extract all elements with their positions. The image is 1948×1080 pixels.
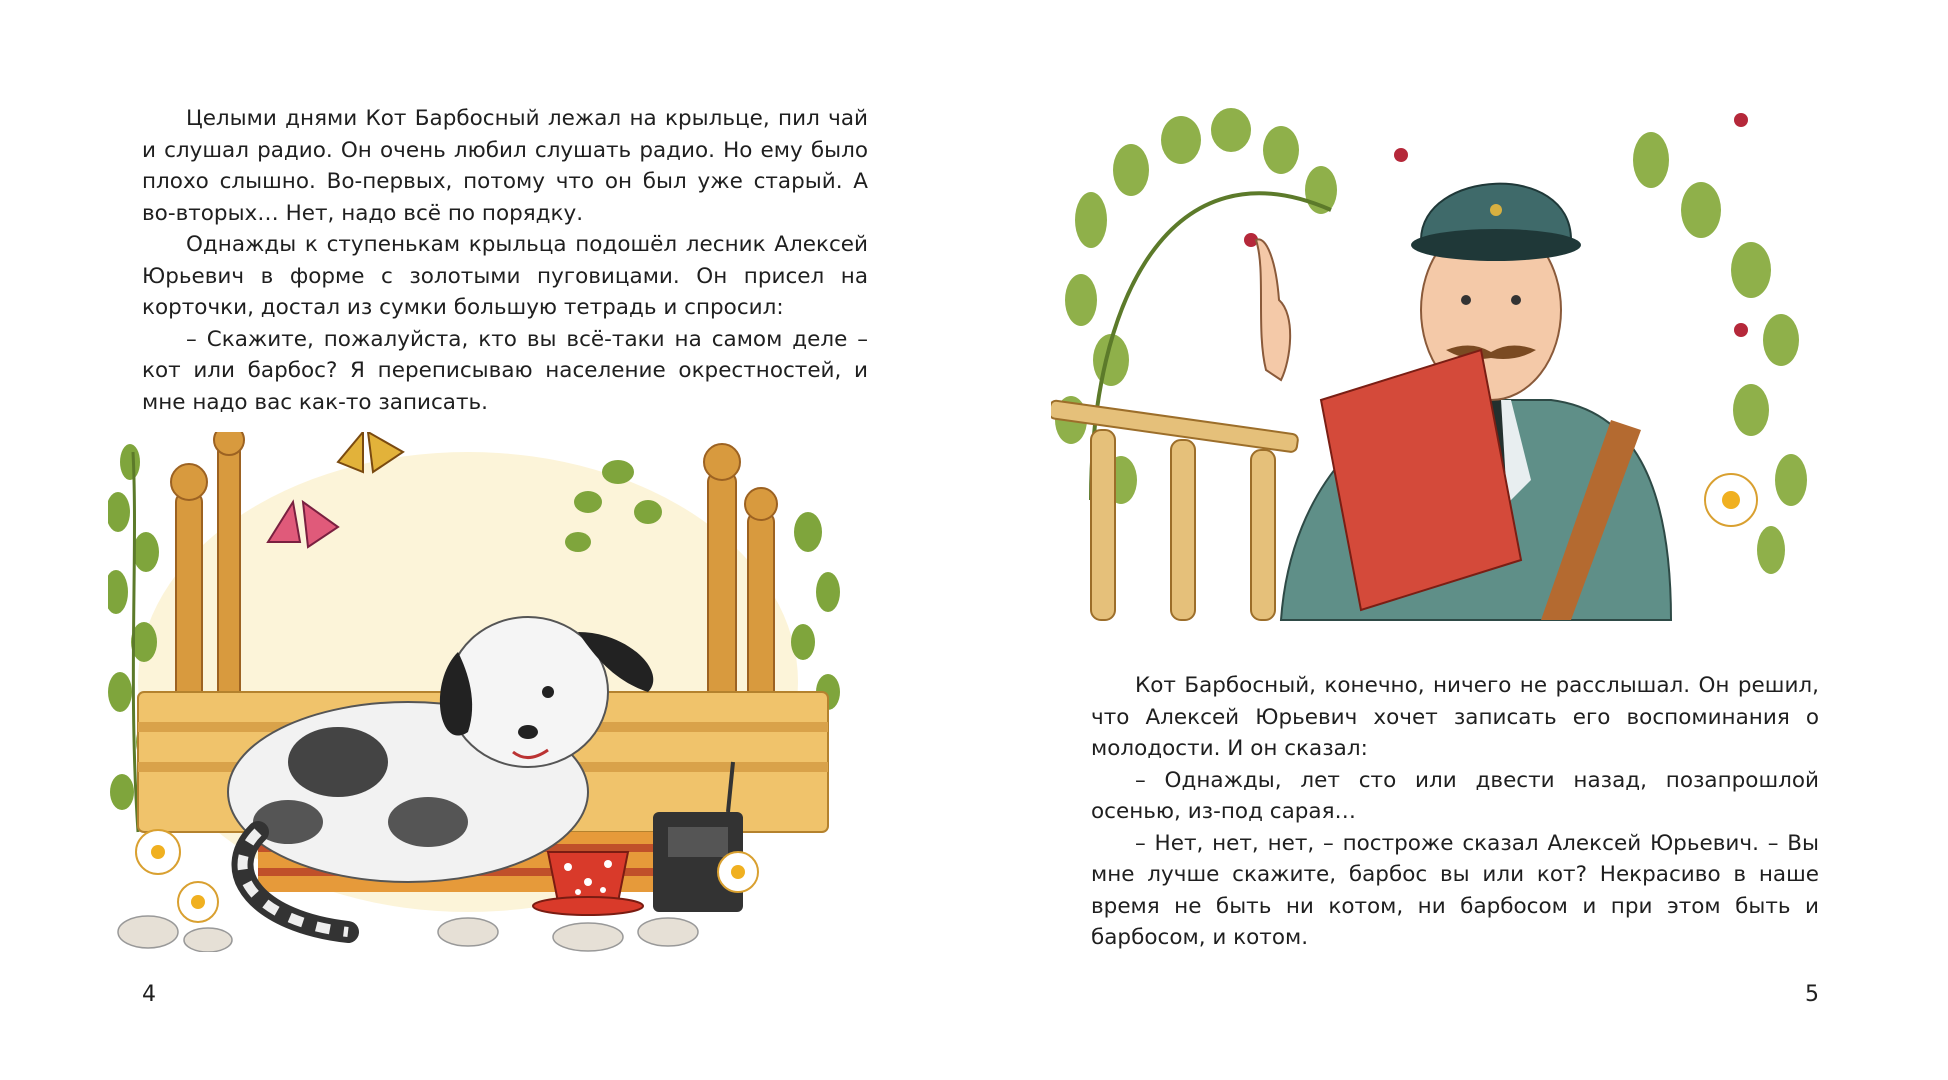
paragraph: – Нет, нет, нет, – построже сказал Алексей Юрьевич. – Вы мне лучше скажите, барбос вы или кот? Некрасиво в наше время не быть ни котом, ни барбосом и при этом быть и барбосом, и котом. <box>1091 830 1819 950</box>
page-number: 4 <box>142 982 156 1007</box>
paragraph: Кот Барбосный, конечно, ничего не расслышал. Он решил, что Алексей Юрьевич хочет записать его воспоминания о молодости. И он сказал: <box>1091 673 1819 761</box>
right-page-text <box>1091 670 1819 954</box>
right-page <box>974 0 1948 1080</box>
paragraph: – Однажды, лет сто или двести назад, позапрошлой осенью, из-под сарая… <box>1091 767 1819 824</box>
dog-on-porch-illustration <box>108 432 843 952</box>
left-page-text <box>142 103 868 418</box>
paragraph: Целыми днями Кот Барбосный лежал на крыльце, пил чай и слушал радио. Он очень любил слушать радио. Но ему было плохо слышно. Во-первых, потому что он был уже старый. А во-вторых… Нет, надо всё по порядку. <box>142 106 868 226</box>
page-number: 5 <box>1805 982 1819 1007</box>
paragraph: – Скажите, пожалуйста, кто вы всё-таки на самом деле – кот или барбос? Я переписываю население окрестностей, и мне надо вас как-то записать. <box>142 326 868 415</box>
forester-illustration <box>1051 100 1831 630</box>
paragraph: Однажды к ступенькам крыльца подошёл лесник Алексей Юрьевич в форме с золотыми пуговицами. Он присел на корточки, достал из сумки большую тетрадь и спросил: <box>142 232 868 320</box>
